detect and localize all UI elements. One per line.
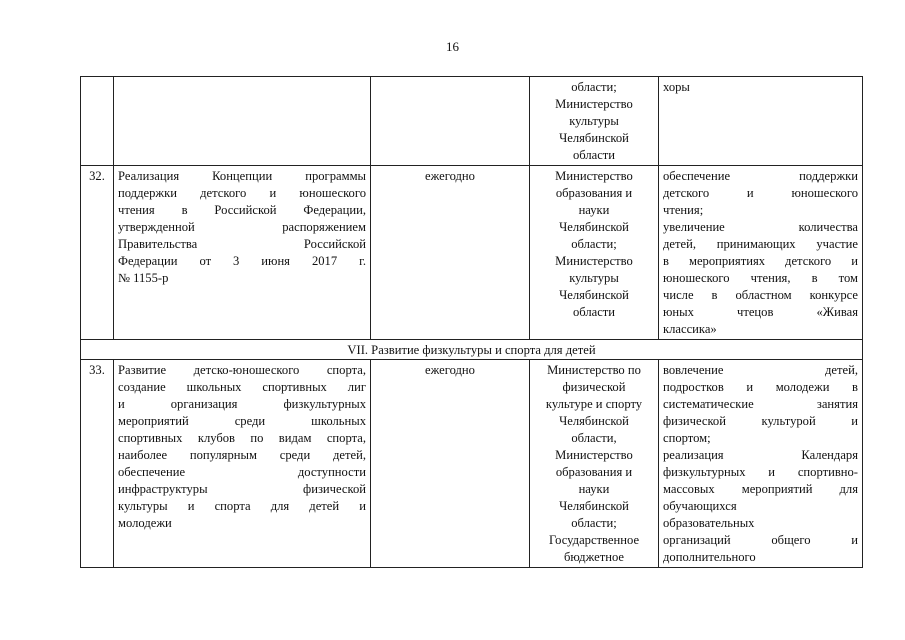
section-title: VII. Развитие физкультуры и спорта для детей	[81, 340, 863, 360]
event-cell: Развитие детско-юношеского спорта, создание школьных спортивных лиг и организация физкультурных мероприятий среди школьных спортивных клубов по видам спорта, наиболее популярным среди детей, обеспечение доступности инфраструктуры физической культуры и спорта для детей и молодежи	[114, 360, 371, 568]
responsible-cell: Министерство образования и науки Челябинской области; Министерство культуры Челябинской области	[530, 166, 659, 340]
section-row	[81, 340, 863, 360]
table-row-continuation	[81, 77, 863, 166]
result-cell: обеспечение поддержки детского и юношеского чтения; увеличение количества детей, принимающих участие в мероприятиях детского и юношеского чтения, в том числе в областном конкурсе юных чтецов «Живая классика»	[659, 166, 863, 340]
deadline-cell: ежегодно	[371, 166, 530, 340]
plan-table	[80, 76, 863, 568]
deadline-cell: ежегодно	[371, 360, 530, 568]
page-number: 16	[446, 39, 459, 54]
responsible-cell: Министерство по физической культуре и спорту Челябинской области, Министерство образования и науки Челябинской области; Государственное бюджетное	[530, 360, 659, 568]
row-number-cell: 33.	[81, 360, 114, 568]
event-cell: Реализация Концепции программы поддержки детского и юношеского чтения в Российской Федерации, утвержденной распоряжением Правительства Российской Федерации от 3 июня 2017 г. № 1155-р	[114, 166, 371, 340]
row-number-cell: 32.	[81, 166, 114, 340]
row-number-cell	[81, 77, 114, 166]
result-cell: хоры	[659, 77, 863, 166]
result-cell: вовлечение детей, подростков и молодежи в систематические занятия физической культурой и спортом; реализация Календаря физкультурных и спортивно- массовых мероприятий для обучающихся образовательных организаций общего и дополнительного	[659, 360, 863, 568]
deadline-cell	[371, 77, 530, 166]
table-row-32	[81, 166, 863, 340]
responsible-cell: области; Министерство культуры Челябинской области	[530, 77, 659, 166]
table-row-33	[81, 360, 863, 568]
event-cell	[114, 77, 371, 166]
